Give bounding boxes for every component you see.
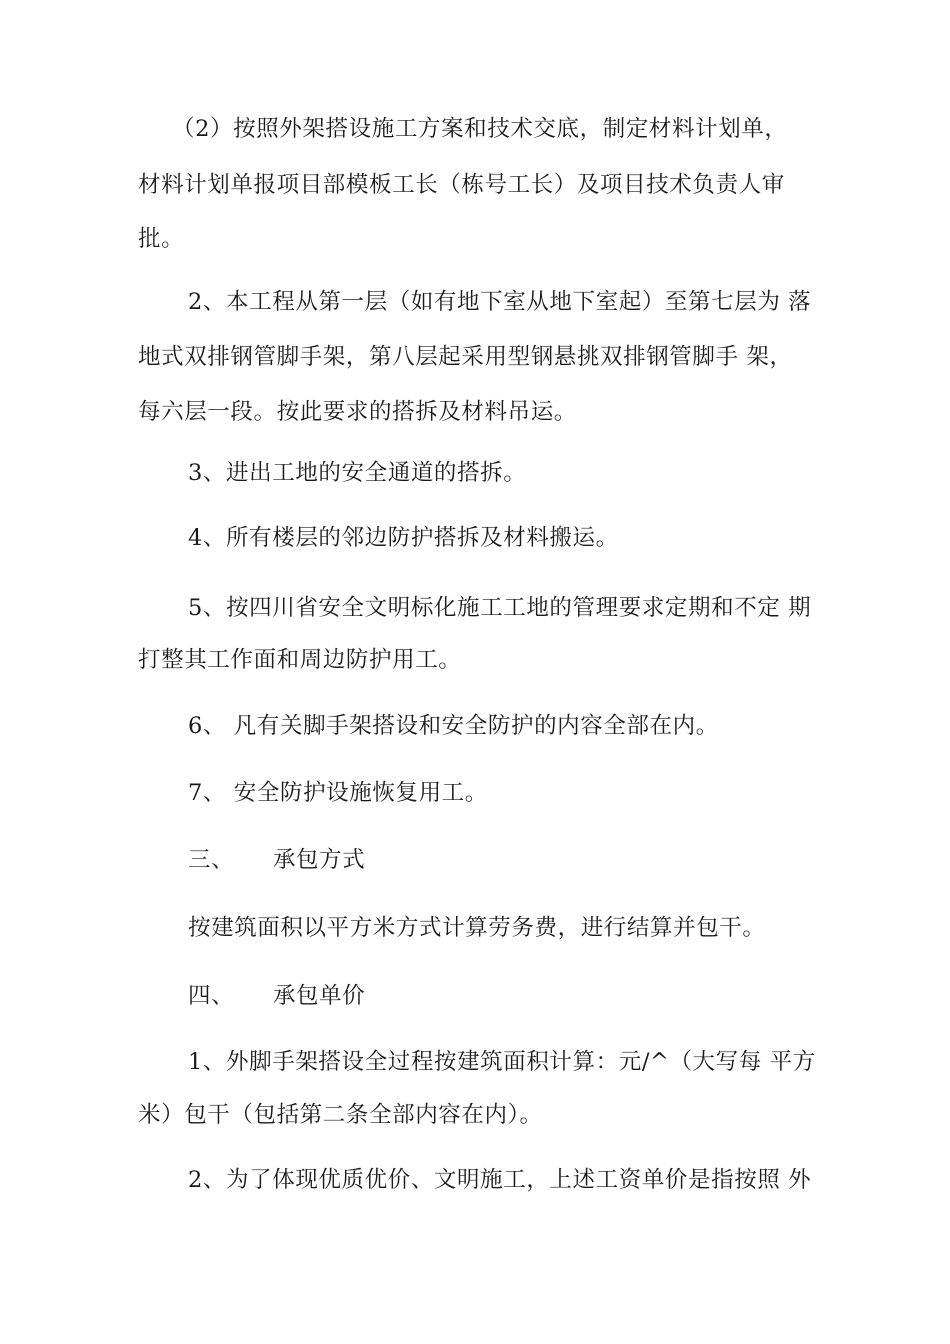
section-heading: 三、 承包方式 <box>188 847 366 873</box>
text-line: 米）包干（包括第二条全部内容在内）。 <box>138 1102 543 1128</box>
text-line: 3、进出工地的安全通道的搭拆。 <box>188 460 527 486</box>
text-line: 6、 凡有关脚手架搭设和安全防护的内容全部在内。 <box>188 713 719 739</box>
text-line: 批。 <box>138 226 185 252</box>
text-line: （2）按照外架搭设施工方案和技术交底，制定材料计划单， <box>172 116 788 142</box>
section-heading: 四、 承包单价 <box>188 983 366 1009</box>
text-line: 7、 安全防护设施恢复用工。 <box>188 780 488 806</box>
text-line: 地式双排钢管脚手架，第八层起采用型钢悬挑双排钢管脚手 架， <box>138 344 793 370</box>
text-line: 4、所有楼层的邻边防护搭拆及材料搬运。 <box>188 525 619 551</box>
text-line: 2、本工程从第一层（如有地下室从地下室起）至第七层为 落 <box>188 289 812 315</box>
text-line: 按建筑面积以平方米方式计算劳务费，进行结算并包干。 <box>188 915 766 941</box>
text-line: 材料计划单报项目部模板工长（栋号工长）及项目技术负责人审 <box>138 172 785 198</box>
text-line: 2、为了体现优质优价、文明施工，上述工资单价是指按照 外 <box>188 1167 812 1193</box>
text-line: 5、按四川省安全文明标化施工工地的管理要求定期和不定 期 <box>188 595 812 621</box>
text-line: 打整其工作面和周边防护用工。 <box>138 647 462 673</box>
text-line: 每六层一段。按此要求的搭拆及材料吊运。 <box>138 399 577 425</box>
text-line: 1、外脚手架搭设全过程按建筑面积计算：元/^（大写每 平方 <box>188 1049 816 1075</box>
